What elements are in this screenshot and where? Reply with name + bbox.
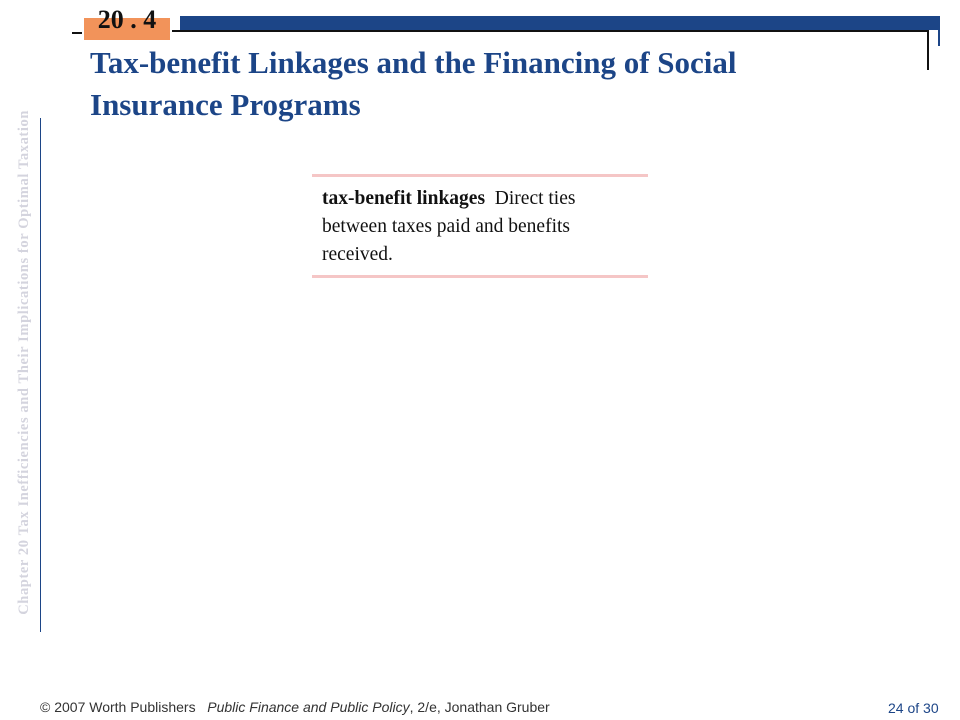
footer-publisher — [40, 699, 550, 715]
sidebar-rule — [40, 118, 41, 632]
header-bar — [180, 16, 940, 30]
slide-title: Tax-benefit Linkages and the Financing of Social Insurance Programs — [90, 45, 737, 122]
page-total: 30 — [923, 700, 939, 716]
definition-text: Direct ties between taxes paid and benefits received. — [322, 188, 576, 265]
definition-term: tax-benefit linkages — [322, 188, 486, 209]
definition-box — [312, 174, 648, 278]
page-indicator — [888, 700, 939, 716]
chapter-title-vertical — [15, 22, 32, 702]
footer-copyright: © 2007 Worth Publishers — [40, 699, 196, 715]
header-corner-line — [927, 30, 929, 70]
page-separator: of — [903, 700, 924, 716]
footer-book-suffix: , 2/e, Jonathan Gruber — [409, 699, 550, 715]
page-current: 24 — [888, 700, 904, 716]
section-number: 20 . 4 — [97, 5, 157, 34]
header-corner-accent — [938, 16, 940, 46]
footer-book-title: Public Finance and Public Policy — [207, 699, 410, 715]
chapter-title-text: Chapter 20 Tax Inefficiencies and Their Implications for Optimal Taxation — [15, 109, 32, 615]
section-dash — [72, 32, 82, 34]
header-underline — [172, 30, 928, 32]
